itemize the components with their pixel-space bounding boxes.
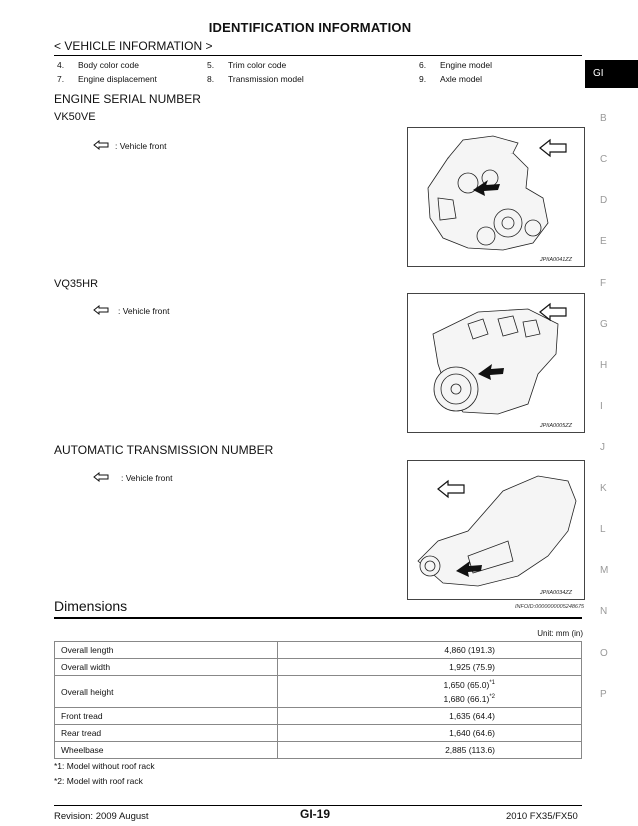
legend-num: 6. xyxy=(419,60,427,70)
figure-code: JPIIA0005ZZ xyxy=(539,423,572,429)
transmission-heading: AUTOMATIC TRANSMISSION NUMBER xyxy=(54,443,274,457)
row-label: Rear tread xyxy=(55,725,278,742)
row-label: Overall height xyxy=(55,676,278,708)
engine-illustration xyxy=(408,294,584,432)
vk50ve-note xyxy=(93,141,245,151)
page-title: IDENTIFICATION INFORMATION xyxy=(208,20,412,35)
arrow-left-icon xyxy=(93,140,109,152)
note-text: : Vehicle front xyxy=(115,141,167,151)
row-label: Wheelbase xyxy=(55,742,278,759)
doc-id: INFOID:0000000005248675 xyxy=(515,604,585,610)
vq35hr-note xyxy=(93,306,248,316)
value-line xyxy=(284,678,495,692)
header-divider xyxy=(54,55,582,56)
value-text: 1,680 (66.1) xyxy=(443,693,490,704)
dimensions-table xyxy=(54,641,582,759)
legend-text: Engine displacement xyxy=(78,74,157,84)
engine-serial-heading: ENGINE SERIAL NUMBER xyxy=(54,92,201,106)
sidebar-letter-k[interactable]: K xyxy=(600,483,607,494)
page-number: GI-19 xyxy=(300,807,331,821)
legend-num: 7. xyxy=(57,74,65,84)
figure-code: JPIIA0041ZZ xyxy=(539,257,572,263)
row-label: Overall length xyxy=(55,642,278,659)
unit-label: Unit: mm (in) xyxy=(537,629,583,638)
row-value: 4,860 (191.3) xyxy=(277,642,581,659)
vq35hr-engine-figure xyxy=(407,293,585,433)
legend-text: Transmission model xyxy=(228,74,304,84)
legend-num: 9. xyxy=(419,74,427,84)
transmission-illustration xyxy=(408,461,584,599)
note-text: : Vehicle front xyxy=(118,306,170,316)
row-label: Front tread xyxy=(55,708,278,725)
vq35hr-label: VQ35HR xyxy=(54,278,99,290)
row-value: 1,640 (64.6) xyxy=(277,725,581,742)
revision-date: Revision: 2009 August xyxy=(54,811,149,822)
sidebar-letter-f[interactable]: F xyxy=(600,278,607,289)
row-value: 2,885 (113.6) xyxy=(277,742,581,759)
row-label: Overall width xyxy=(55,659,278,676)
footnote: *2: Model with roof rack xyxy=(54,776,143,786)
sidebar-letter-l[interactable]: L xyxy=(600,524,606,535)
legend-text: Trim color code xyxy=(228,60,287,70)
dimensions-heading: Dimensions xyxy=(54,598,128,614)
sidebar-letter-g[interactable]: G xyxy=(600,319,608,330)
sidebar-letter-p[interactable]: P xyxy=(600,689,607,700)
footnote-ref: *1 xyxy=(489,679,495,686)
sidebar-letter-j[interactable]: J xyxy=(600,442,605,453)
value-text: 1,650 (65.0) xyxy=(443,679,490,690)
model-name: 2010 FX35/FX50 xyxy=(506,811,578,822)
sidebar-letter-o[interactable]: O xyxy=(600,648,608,659)
row-value: 1,925 (75.9) xyxy=(277,659,581,676)
legend xyxy=(54,60,554,90)
footnote-ref: *2 xyxy=(489,693,495,700)
arrow-left-icon xyxy=(93,305,109,317)
row-value-multi xyxy=(277,676,581,708)
engine-illustration xyxy=(408,128,584,266)
transmission-note xyxy=(93,473,251,483)
table-row xyxy=(55,659,582,676)
dimensions-divider xyxy=(54,617,582,619)
legend-num: 8. xyxy=(207,74,215,84)
footer-divider xyxy=(54,805,582,806)
sidebar-letter-d[interactable]: D xyxy=(600,195,608,206)
table-row xyxy=(55,708,582,725)
vk50ve-engine-figure xyxy=(407,127,585,267)
vk50ve-label: VK50VE xyxy=(54,111,96,123)
value-line xyxy=(284,692,495,706)
sidebar-letter-b[interactable]: B xyxy=(600,113,607,124)
sidebar-letter-c[interactable]: C xyxy=(600,154,608,165)
table-row xyxy=(55,642,582,659)
sidebar-letter-h[interactable]: H xyxy=(600,360,608,371)
sidebar-letter-e[interactable]: E xyxy=(600,236,607,247)
legend-num: 4. xyxy=(57,60,65,70)
table-row xyxy=(55,725,582,742)
note-text: : Vehicle front xyxy=(121,473,173,483)
legend-num: 5. xyxy=(207,60,215,70)
sidebar-letter-i[interactable]: I xyxy=(600,401,603,412)
table-row xyxy=(55,676,582,708)
row-value: 1,635 (64.4) xyxy=(277,708,581,725)
figure-code: JPIIA0034ZZ xyxy=(539,590,572,596)
transmission-figure xyxy=(407,460,585,600)
legend-text: Body color code xyxy=(78,60,139,70)
sidebar-letter-m[interactable]: M xyxy=(600,565,609,576)
footnote: *1: Model without roof rack xyxy=(54,761,155,771)
legend-text: Engine model xyxy=(440,60,492,70)
sidebar-letter-n[interactable]: N xyxy=(600,606,608,617)
arrow-left-icon xyxy=(93,472,109,484)
table-row xyxy=(55,742,582,759)
section-heading: < VEHICLE INFORMATION > xyxy=(54,39,213,53)
legend-text: Axle model xyxy=(440,74,483,84)
sidebar-item-gi[interactable]: GI xyxy=(585,60,638,88)
